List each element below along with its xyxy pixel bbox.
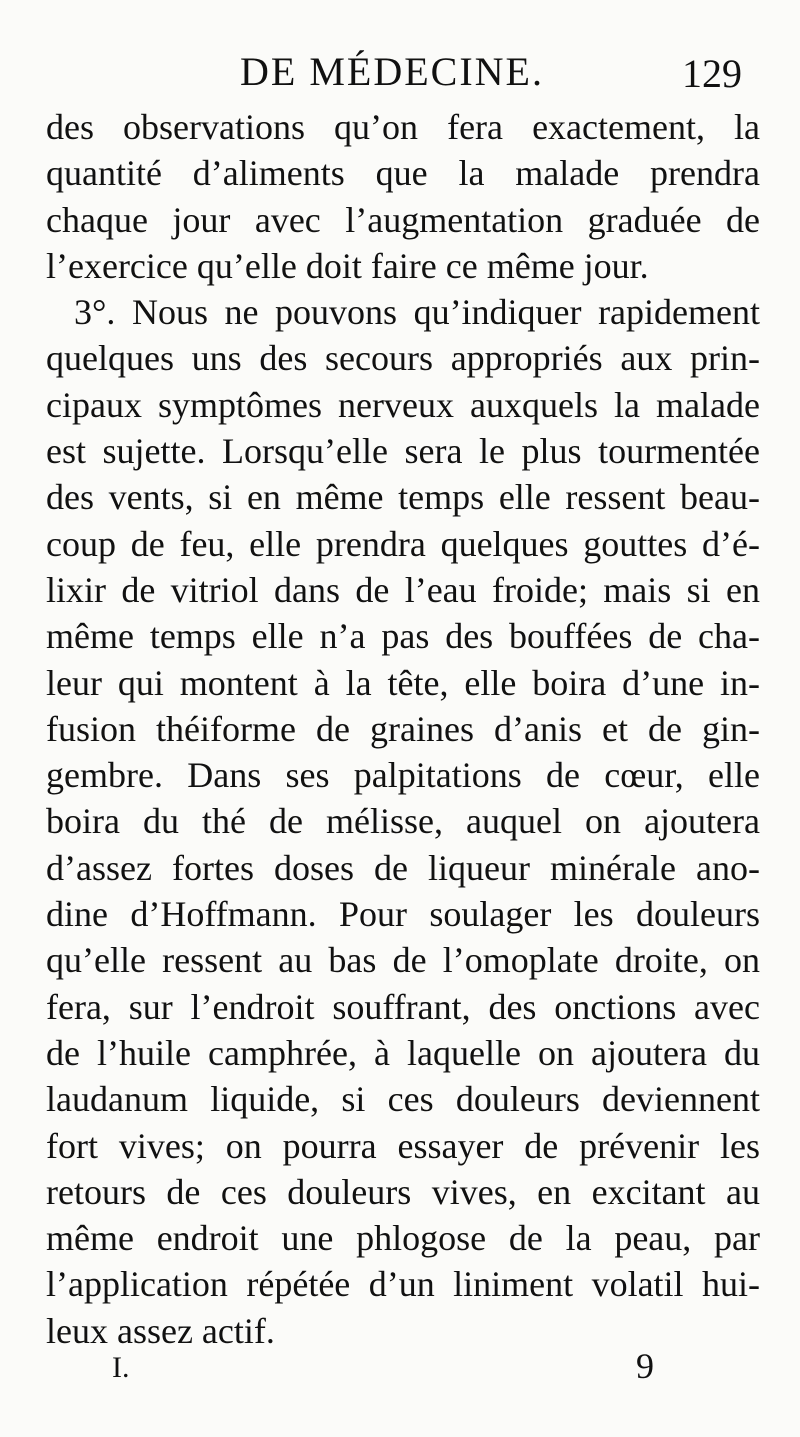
text-line: retours de ces douleurs vives, en excitant au	[46, 1171, 760, 1212]
text-line: boira du thé de mélisse, auquel on ajoutera	[46, 801, 760, 842]
page-header	[0, 42, 800, 102]
page-footer	[0, 1345, 800, 1395]
text-line: des vents, si en même temps elle ressent beau-	[46, 477, 760, 518]
text-line: même temps elle n’a pas des bouffées de cha-	[46, 616, 760, 657]
text-line: leux assez actif.	[46, 1310, 275, 1351]
text-line: fort vives; on pourra essayer de prévenir les	[46, 1125, 760, 1166]
text-line: même endroit une phlogose de la peau, par	[46, 1218, 760, 1259]
running-title: DE MÉDECINE.	[240, 49, 544, 94]
page-number: 129	[682, 51, 742, 96]
text-line: fusion théiforme de graines d’anis et de gin-	[46, 708, 760, 749]
text-line: de l’huile camphrée, à laquelle on ajoutera du	[46, 1032, 760, 1073]
text-line: des observations qu’on fera exactement, la	[46, 107, 760, 147]
text-line: d’assez fortes doses de liqueur minérale ano-	[46, 847, 760, 888]
text-line: l’application répétée d’un liniment volatil hui-	[46, 1264, 760, 1305]
text-line: l’exercice qu’elle doit faire ce même jour.	[46, 245, 649, 286]
signature-mark: I.	[112, 1351, 130, 1384]
text-line: 3°. Nous ne pouvons qu’indiquer rapidement	[74, 292, 760, 333]
text-line: gembre. Dans ses palpitations de cœur, elle	[46, 755, 760, 796]
text-line: cipaux symptômes nerveux auxquels la malade	[46, 384, 760, 425]
text-line: coup de feu, elle prendra quelques gouttes d’é-	[46, 523, 760, 564]
signature-number: 9	[636, 1346, 654, 1386]
text-line: lixir de vitriol dans de l’eau froide; mais si en	[46, 569, 760, 610]
text-line: est sujette. Lorsqu’elle sera le plus tourmentée	[46, 431, 760, 472]
text-line: laudanum liquide, si ces douleurs deviennent	[46, 1079, 760, 1120]
text-line: chaque jour avec l’augmentation graduée de	[46, 199, 760, 240]
text-line: qu’elle ressent au bas de l’omoplate droite, on	[46, 940, 760, 981]
text-line: quantité d’aliments que la malade prendra	[46, 153, 760, 194]
text-line: leur qui montent à la tête, elle boira d’une in-	[46, 662, 760, 703]
text-line: fera, sur l’endroit souffrant, des onctions avec	[46, 986, 760, 1027]
body-text	[46, 104, 760, 1354]
text-line: dine d’Hoffmann. Pour soulager les douleurs	[46, 894, 760, 935]
text-line: quelques uns des secours appropriés aux prin-	[46, 338, 760, 379]
